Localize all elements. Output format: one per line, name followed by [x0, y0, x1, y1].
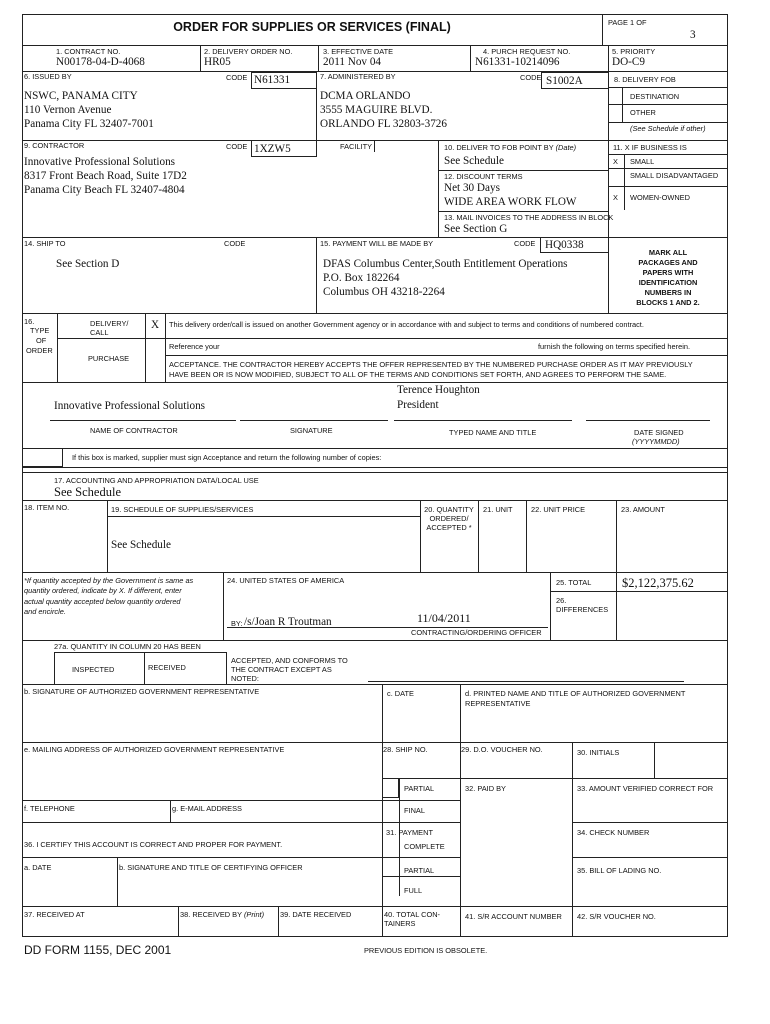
sr-account-label: 41. S/R ACCOUNT NUMBER	[465, 912, 562, 921]
sign-date: 11/04/2011	[417, 611, 471, 625]
accepted-1: ACCEPTED, AND CONFORMS TO	[231, 656, 348, 665]
received-label: RECEIVED	[148, 663, 186, 672]
administered-line-3: ORLANDO FL 32803-3726	[320, 118, 447, 130]
gov-note-1: *If quantity accepted by the Government is same as	[24, 576, 194, 585]
typed-name-label: TYPED NAME AND TITLE	[449, 428, 537, 437]
certifying-sig-label: b. SIGNATURE AND TITLE OF CERTIFYING OFFICER	[119, 863, 303, 872]
telephone-label: f. TELEPHONE	[24, 804, 75, 813]
accepted-3: NOTED:	[231, 674, 259, 683]
rcv-date-label: c. DATE	[387, 689, 414, 698]
quantity-col20-label: 27a. QUANTITY IN COLUMN 20 HAS BEEN	[54, 642, 201, 651]
initials-label: 30. INITIALS	[577, 748, 620, 757]
order-type-type: TYPE	[30, 326, 50, 335]
schedule-label: 19. SCHEDULE OF SUPPLIES/SERVICES	[111, 505, 254, 514]
date-signed-label: DATE SIGNED	[634, 428, 684, 437]
purch-request-label: 4. PURCH REQUEST NO.	[483, 47, 571, 56]
unit-label: 21. UNIT	[483, 505, 513, 514]
certify-label: 36. I CERTIFY THIS ACCOUNT IS CORRECT AND PROPER FOR PAYMENT.	[24, 840, 283, 849]
discount-label: 12. DISCOUNT TERMS	[444, 172, 523, 181]
quantity-label-1: 20. QUANTITY	[424, 505, 474, 514]
total-label: 25. TOTAL	[556, 578, 592, 587]
complete-label: COMPLETE	[404, 842, 445, 851]
mark-all-4: IDENTIFICATION	[638, 278, 698, 287]
issued-code-label: CODE	[226, 73, 248, 82]
deliver-fob-label: 10. DELIVER TO FOB POINT BY (Date)	[444, 143, 577, 152]
by-label: BY:	[231, 619, 243, 628]
acceptance-line-1: ACCEPTANCE. THE CONTRACTOR HEREBY ACCEPTS THE OFFER REPRESENTED BY THE NUMBERED PURCHASE ORDER AS IT MAY PREVIOUSLY	[169, 360, 693, 369]
unit-price-label: 22. UNIT PRICE	[531, 505, 586, 514]
received-by-label: 38. RECEIVED BY (Print)	[180, 910, 265, 919]
voucher-label: 29. D.O. VOUCHER NO.	[461, 745, 543, 754]
purch-request: N61331-10214096	[475, 56, 560, 68]
administered-code: S1002A	[546, 75, 583, 87]
mark-all-6: BLOCKS 1 AND 2.	[636, 298, 700, 307]
form-number: DD FORM 1155, DEC 2001	[24, 943, 172, 957]
issued-code: N61331	[254, 74, 291, 86]
effective-date-label: 3. EFFECTIVE DATE	[323, 47, 394, 56]
partial-label: PARTIAL	[404, 784, 435, 793]
business-women-mark: X	[613, 193, 618, 202]
business-women-owned: WOMEN-OWNED	[630, 193, 690, 202]
partial-checkbox[interactable]	[382, 778, 399, 798]
issued-line-1: NSWC, PANAMA CITY	[24, 90, 138, 102]
administered-code-label: CODE	[520, 73, 542, 82]
mark-all-5: NUMBERS IN	[644, 288, 692, 297]
partial2-label: PARTIAL	[404, 866, 435, 875]
delivery-text: This delivery order/call is issued on another Government agency or in accordance with and subject to terms and conditions of numbered contract.	[169, 320, 644, 329]
total-con-1: 40. TOTAL CON-	[384, 910, 440, 919]
signer-name: /s/Joan R Troutman	[244, 616, 332, 628]
administered-label: 7. ADMINISTERED BY	[320, 72, 396, 81]
typed-name: Terence Houghton	[397, 384, 480, 396]
issued-line-2: 110 Vernon Avenue	[24, 104, 112, 116]
mailing-address-label: e. MAILING ADDRESS OF AUTHORIZED GOVERNMENT REPRESENTATIVE	[24, 745, 285, 754]
total-amount: $2,122,375.62	[622, 576, 694, 590]
bill-of-lading-label: 35. BILL OF LADING NO.	[577, 866, 662, 875]
previous-edition: PREVIOUS EDITION IS OBSOLETE.	[364, 946, 488, 955]
mark-all-1: MARK ALL	[648, 248, 688, 257]
payment-line-3: Columbus OH 43218-2264	[323, 286, 445, 298]
contract-no-label: 1. CONTRACT NO.	[56, 47, 121, 56]
business-small-disadvantaged: SMALL DISADVANTAGED	[630, 171, 719, 180]
contractor-code: 1XZW5	[254, 143, 291, 155]
paid-by-label: 32. PAID BY	[465, 784, 506, 793]
payment-line-2: P.O. Box 182264	[323, 272, 400, 284]
contractor-code-label: CODE	[226, 142, 248, 151]
accepted-2: THE CONTRACT EXCEPT AS	[231, 665, 332, 674]
order-type-order: ORDER	[26, 346, 53, 355]
issued-by-label: 6. ISSUED BY	[24, 72, 72, 81]
discount-line-1: Net 30 Days	[444, 182, 500, 194]
fob-note: (See Schedule if other)	[630, 124, 706, 133]
fob-destination: DESTINATION	[630, 92, 680, 101]
differences-label-1: 26.	[556, 596, 567, 605]
a-date-label: a. DATE	[24, 863, 52, 872]
ship-no-label: 28. SHIP NO.	[383, 745, 428, 754]
date-format: (YYYYMMDD)	[632, 437, 680, 446]
gov-note-3: actual quantity accepted below quantity ordered	[24, 597, 181, 606]
payment-label: 15. PAYMENT WILL BE MADE BY	[320, 239, 434, 248]
ship-to-label: 14. SHIP TO	[24, 239, 66, 248]
administered-line-2: 3555 MAGUIRE BLVD.	[320, 104, 433, 116]
quantity-label-2: ORDERED/	[429, 514, 469, 523]
name-of-contractor-label: NAME OF CONTRACTOR	[90, 426, 178, 435]
total-con-2: TAINERS	[384, 919, 416, 928]
quantity-label-3: ACCEPTED *	[426, 523, 472, 532]
contractor-label: 9. CONTRACTOR	[24, 141, 85, 150]
issued-line-3: Panama City FL 32407-7001	[24, 118, 154, 130]
email-label: g. E-MAIL ADDRESS	[172, 804, 242, 813]
acceptance-line-2: HAVE BEEN OR IS NOW MODIFIED, SUBJECT TO ALL OF THE TERMS AND CONDITIONS SET FORTH, AND AGREES TO PERFORM THE SAME.	[169, 370, 667, 379]
contractor-line-2: 8317 Front Beach Road, Suite 17D2	[24, 170, 187, 182]
deliver-fob-value: See Schedule	[444, 155, 504, 167]
mark-all-3: PAPERS WITH	[642, 268, 694, 277]
gov-note-4: and encircle.	[24, 607, 66, 616]
page-total: 3	[690, 29, 696, 41]
typed-title: President	[397, 399, 439, 411]
furnish-text: furnish the following on terms specified herein.	[538, 342, 690, 351]
accounting-label: 17. ACCOUNTING AND APPROPRIATION DATA/LOCAL USE	[54, 476, 259, 485]
delivery-order: HR05	[204, 56, 231, 68]
auth-sig-label: b. SIGNATURE OF AUTHORIZED GOVERNMENT REPRESENTATIVE	[24, 687, 260, 696]
ship-to-value: See Section D	[56, 258, 120, 270]
priority-label: 5. PRIORITY	[612, 47, 656, 56]
check-no-label: 34. CHECK NUMBER	[577, 828, 650, 837]
sr-voucher-label: 42. S/R VOUCHER NO.	[577, 912, 656, 921]
printed-name-2: REPRESENTATIVE	[465, 699, 531, 708]
delivery-order-label: 2. DELIVERY ORDER NO.	[204, 47, 293, 56]
accounting-value: See Schedule	[54, 485, 121, 499]
received-at-label: 37. RECEIVED AT	[24, 910, 85, 919]
mark-all-2: PACKAGES AND	[638, 258, 698, 267]
business-label: 11. X IF BUSINESS IS	[613, 143, 687, 152]
final-label: FINAL	[404, 806, 425, 815]
date-received-label: 39. DATE RECEIVED	[280, 910, 352, 919]
amount-label: 23. AMOUNT	[621, 505, 665, 514]
copies-checkbox[interactable]	[22, 448, 63, 467]
order-type-of: OF	[36, 336, 47, 345]
copies-note: If this box is marked, supplier must sign Acceptance and return the following number of copies:	[72, 453, 382, 462]
contractor-name-value: Innovative Professional Solutions	[54, 400, 206, 412]
inspected-label: INSPECTED	[72, 665, 115, 674]
business-small: SMALL	[630, 157, 655, 166]
usa-label: 24. UNITED STATES OF AMERICA	[227, 576, 345, 585]
reference-your: Reference your	[169, 342, 220, 351]
form-title: ORDER FOR SUPPLIES OR SERVICES (FINAL)	[173, 20, 451, 34]
payment-code-label: CODE	[514, 239, 536, 248]
mail-invoices-label: 13. MAIL INVOICES TO THE ADDRESS IN BLOCK	[444, 213, 614, 222]
signature-label: SIGNATURE	[290, 426, 333, 435]
mail-invoices-value: See Section G	[444, 223, 508, 235]
effective-date: 2011 Nov 04	[323, 56, 382, 68]
amount-verified-label: 33. AMOUNT VERIFIED CORRECT FOR	[577, 784, 714, 793]
item-no-label: 18. ITEM NO.	[24, 503, 70, 512]
facility-label: FACILITY	[340, 142, 373, 151]
schedule-value: See Schedule	[111, 539, 171, 551]
delivery-fob-label: 8. DELIVERY FOB	[614, 75, 676, 84]
payment31-label: 31. PAYMENT	[386, 828, 433, 837]
purchase-label: PURCHASE	[88, 354, 130, 363]
administered-line-1: DCMA ORLANDO	[320, 90, 411, 102]
page-of-label: PAGE 1 OF	[608, 18, 647, 27]
ship-to-code-label: CODE	[224, 239, 246, 248]
delivery-call-mark: X	[151, 319, 160, 331]
full-label: FULL	[404, 886, 423, 895]
payment-line-1: DFAS Columbus Center,South Entitlement Operations	[323, 258, 568, 270]
delivery-call-2: CALL	[90, 328, 109, 337]
differences-label-2: DIFFERENCES	[556, 605, 609, 614]
priority: DO-C9	[612, 56, 645, 68]
contractor-line-1: Innovative Professional Solutions	[24, 156, 176, 168]
contract-no: N00178-04-D-4068	[56, 56, 145, 68]
fob-other: OTHER	[630, 108, 656, 117]
printed-name-1: d. PRINTED NAME AND TITLE OF AUTHORIZED GOVERNMENT	[465, 689, 686, 698]
officer-label: CONTRACTING/ORDERING OFFICER	[411, 628, 542, 637]
order-type-16: 16.	[24, 317, 35, 326]
contractor-line-3: Panama City Beach FL 32407-4804	[24, 184, 185, 196]
discount-line-2: WIDE AREA WORK FLOW	[444, 196, 577, 208]
gov-note-2: quantity ordered, indicate by X. If different, enter	[24, 586, 182, 595]
delivery-call-1: DELIVERY/	[90, 319, 129, 328]
payment-code: HQ0338	[545, 239, 584, 251]
business-small-mark: X	[613, 157, 618, 166]
